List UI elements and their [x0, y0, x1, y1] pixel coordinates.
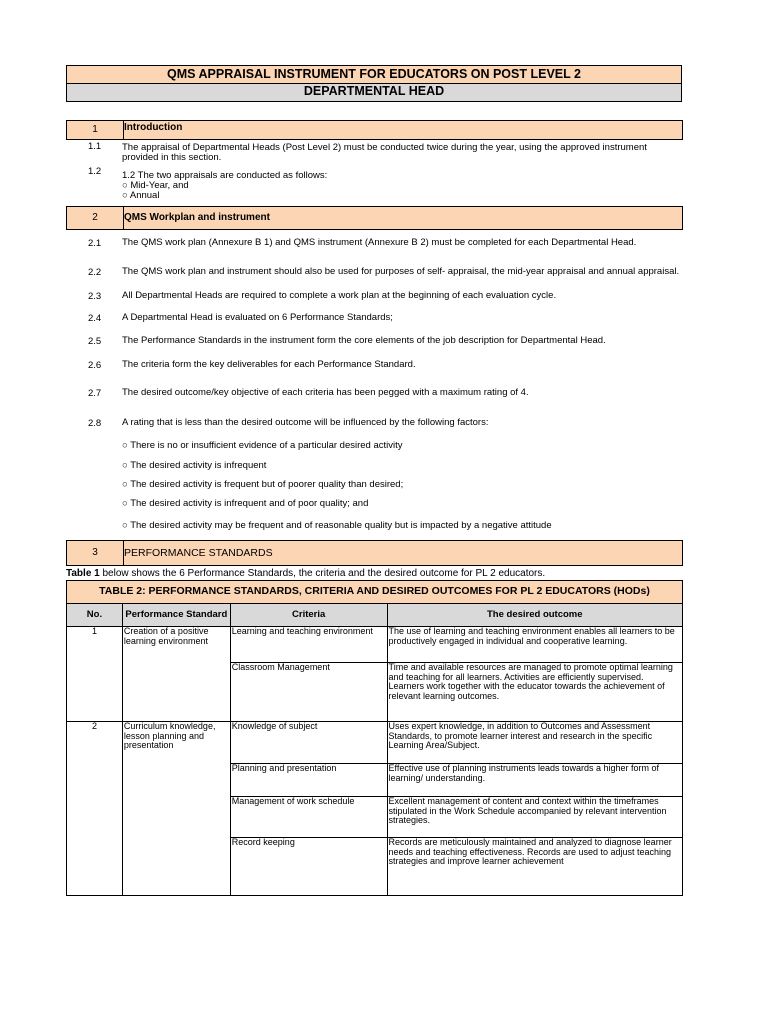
row-number: 1 [67, 627, 123, 663]
item-text: All Departmental Heads are required to complete a work plan at the beginning of each evaluation cycle. [122, 290, 557, 301]
performance-standard: Creation of a positive learning environment [122, 627, 230, 663]
row-number [67, 838, 123, 896]
item-text: The Performance Standards in the instrument form the core elements of the job description for Departmental Head. [122, 335, 606, 346]
column-header: Performance Standard [122, 604, 230, 627]
criteria: Classroom Management [230, 663, 387, 722]
criteria: Knowledge of subject [230, 722, 387, 764]
desired-outcome: Effective use of planning instruments leads towards a higher form of learning/ understanding. [387, 764, 682, 797]
column-header: Criteria [230, 604, 387, 627]
section-3-header [66, 540, 683, 566]
desired-outcome: Records are meticulously maintained and analyzed to diagnose learner needs and teaching effectiveness. Records are used to adjust teaching strategies and improve learner achievement [387, 838, 682, 896]
table-intro-text: below shows the 6 Performance Standards, the criteria and the desired outcome for PL 2 educators. [99, 568, 546, 579]
performance-standard [122, 797, 230, 838]
performance-standard [122, 663, 230, 722]
table-row [67, 797, 683, 838]
item-number: 2.6 [88, 360, 102, 371]
document-subtitle: DEPARTMENTAL HEAD [66, 84, 682, 102]
factor-item: ○ There is no or insufficient evidence of a particular desired activity [122, 440, 403, 451]
item-number: 2.7 [88, 388, 102, 399]
desired-outcome: Uses expert knowledge, in addition to Outcomes and Assessment Standards, to promote learner interest and research in the specific Learning Area/Subject. [387, 722, 682, 764]
performance-standard: Curriculum knowledge, lesson planning and presentation [122, 722, 230, 764]
section-1-header [66, 120, 683, 140]
item-text: A rating that is less than the desired outcome will be influenced by the following factors: [122, 417, 489, 428]
desired-outcome: The use of learning and teaching environment enables all learners to be productively engaged in individual and cooperative learning. [387, 627, 682, 663]
factor-item: ○ The desired activity is frequent but of poorer quality than desired; [122, 479, 404, 490]
section-1-number: 1 [67, 121, 124, 139]
performance-standard [122, 764, 230, 797]
table-intro-note [66, 568, 545, 579]
item-text: 1.2 The two appraisals are conducted as follows: [122, 170, 328, 181]
item-number: 2.3 [88, 291, 102, 302]
item-number: 1.1 [88, 141, 102, 152]
section-2-header [66, 206, 683, 230]
item-number: 2.2 [88, 267, 102, 278]
table-row [67, 627, 683, 663]
row-number [67, 797, 123, 838]
bullet-item: ○ Mid-Year, and [122, 180, 189, 191]
criteria: Learning and teaching environment [230, 627, 387, 663]
row-number [67, 663, 123, 722]
desired-outcome: Excellent management of content and context within the timeframes stipulated in the Work Schedule accompanied by relevant intervention strategies. [387, 797, 682, 838]
factor-item: ○ The desired activity may be frequent and of reasonable quality but is impacted by a negative attitude [122, 520, 552, 531]
factor-item: ○ The desired activity is infrequent [122, 460, 267, 471]
table-reference: Table 1 [66, 568, 100, 579]
criteria: Record keeping [230, 838, 387, 896]
table-header-row [67, 604, 683, 627]
item-text: The QMS work plan (Annexure B 1) and QMS instrument (Annexure B 2) must be completed for each Departmental Head. [122, 237, 637, 248]
item-number: 1.2 [88, 166, 102, 177]
table-row [67, 663, 683, 722]
performance-standard [122, 838, 230, 896]
item-text: The criteria form the key deliverables for each Performance Standard. [122, 359, 416, 370]
criteria: Management of work schedule [230, 797, 387, 838]
section-3-number: 3 [67, 541, 124, 565]
table-row [67, 722, 683, 764]
table-row [67, 764, 683, 797]
item-text: The appraisal of Departmental Heads (Post Level 2) must be conducted twice during the year, using the approved instrument provided in this section. [122, 142, 647, 163]
item-text: A Departmental Head is evaluated on 6 Performance Standards; [122, 312, 393, 323]
item-text: The desired outcome/key objective of each criteria has been pegged with a maximum rating of 4. [122, 387, 529, 398]
table-caption: TABLE 2: PERFORMANCE STANDARDS, CRITERIA AND DESIRED OUTCOMES FOR PL 2 EDUCATORS (HODs) [67, 581, 683, 604]
table-row [67, 838, 683, 896]
item-number: 2.5 [88, 336, 102, 347]
bullet-item: ○ Annual [122, 190, 160, 201]
item-number: 2.8 [88, 418, 102, 429]
item-text: The QMS work plan and instrument should also be used for purposes of self- appraisal, the mid-year appraisal and annual appraisal. [122, 266, 680, 277]
table-caption-row [67, 581, 683, 604]
column-header: The desired outcome [387, 604, 682, 627]
performance-standards-table [66, 580, 683, 896]
document-title: QMS APPRAISAL INSTRUMENT FOR EDUCATORS ON POST LEVEL 2 [66, 65, 682, 84]
section-3-title: PERFORMANCE STANDARDS [124, 547, 273, 559]
desired-outcome: Time and available resources are managed to promote optimal learning and teaching for all learners. Activities are efficiently supervised. Learners work together with the educator towards the achievement of relevant learning outcomes. [387, 663, 682, 722]
criteria: Planning and presentation [230, 764, 387, 797]
section-2-title: QMS Workplan and instrument [124, 212, 270, 223]
item-number: 2.1 [88, 238, 102, 249]
column-header: No. [67, 604, 123, 627]
item-number: 2.4 [88, 313, 102, 324]
factor-item: ○ The desired activity is infrequent and of poor quality; and [122, 498, 369, 509]
row-number [67, 764, 123, 797]
row-number: 2 [67, 722, 123, 764]
section-1-title: Introduction [124, 122, 183, 133]
section-2-number: 2 [67, 207, 124, 229]
